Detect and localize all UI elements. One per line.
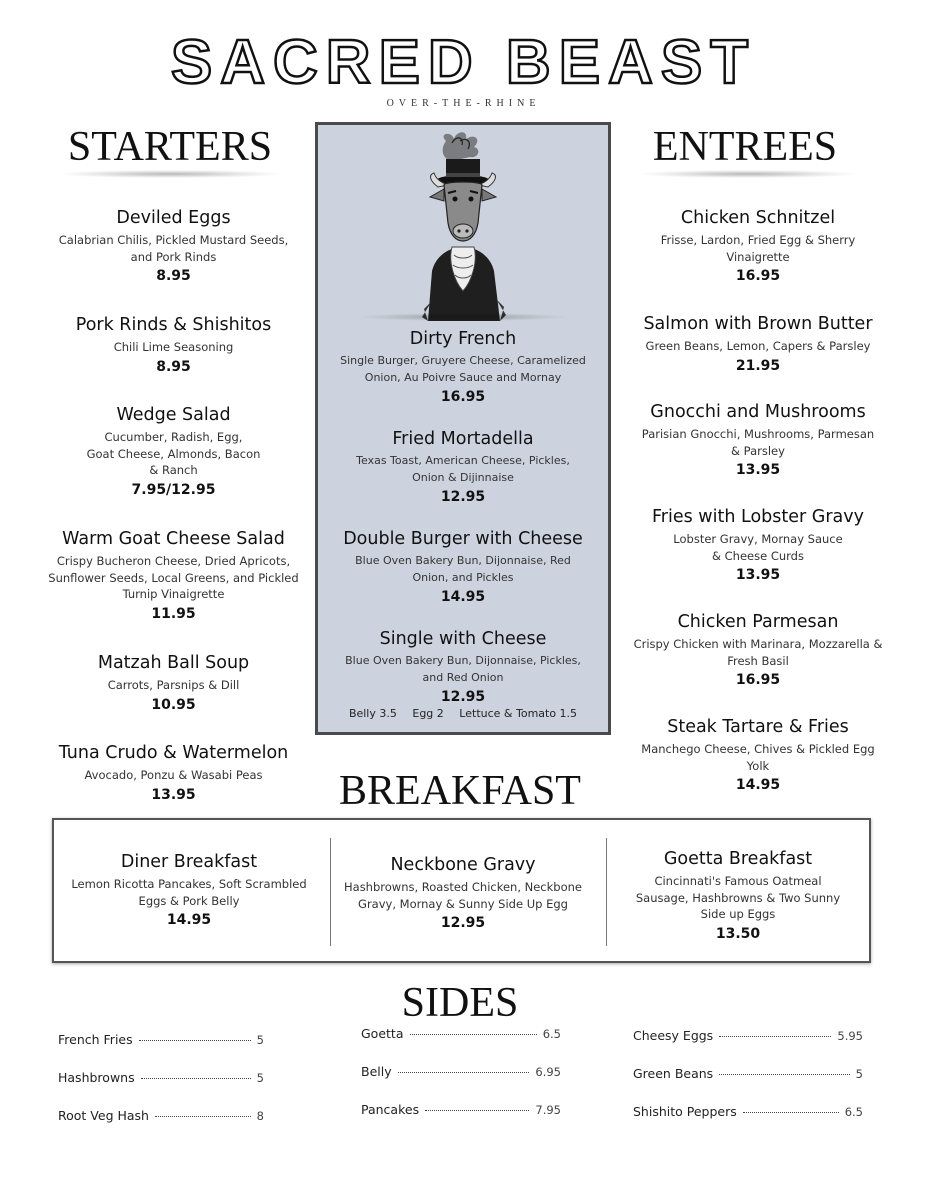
- item-price: 14.95: [735, 777, 781, 793]
- item-name: Gnocchi and Mushrooms: [650, 402, 866, 422]
- breakfast-panel: [52, 818, 871, 963]
- side-price: 5: [256, 1033, 264, 1047]
- side-price: 6.95: [535, 1065, 561, 1079]
- side-item: [633, 1066, 863, 1104]
- item-price: 16.95: [440, 389, 486, 405]
- item-price: 14.95: [440, 589, 486, 605]
- menu-item: [318, 528, 608, 606]
- item-description: Blue Oven Bakery Bun, Dijonnaise, Pickles, and Red Onion: [345, 654, 581, 684]
- item-price: 10.95: [151, 696, 196, 713]
- item-price: 13.95: [735, 567, 781, 583]
- breakfast-title: BREAKFAST: [339, 768, 581, 814]
- addons-line: [318, 707, 608, 720]
- menu-item: [40, 207, 307, 285]
- item-description: Texas Toast, American Cheese, Pickles, Onion & Dijinnaise: [356, 454, 570, 484]
- item-name: Tuna Crudo & Watermelon: [58, 743, 289, 763]
- side-price: 6.5: [542, 1027, 561, 1041]
- menu-item: [318, 328, 608, 406]
- menu-item: [628, 207, 888, 285]
- side-price: 5: [256, 1071, 264, 1085]
- item-description: Carrots, Parsnips & Dill: [107, 678, 240, 692]
- entrees-title: ENTREES: [652, 124, 838, 170]
- sides-title: SIDES: [401, 980, 519, 1026]
- addon-egg: Egg 2: [412, 707, 444, 720]
- side-item: [58, 1108, 264, 1146]
- item-description: Crispy Chicken with Marinara, Mozzarella & Fresh Basil: [633, 637, 883, 668]
- item-name: Deviled Eggs: [116, 208, 231, 228]
- side-name: Green Beans: [633, 1066, 714, 1081]
- item-name: Fried Mortadella: [392, 429, 534, 449]
- item-name: Double Burger with Cheese: [343, 529, 583, 549]
- menu-item: [40, 652, 307, 714]
- item-description: Cincinnati's Famous Oatmeal Sausage, Hashbrowns & Two Sunny Side up Eggs: [635, 874, 841, 921]
- item-name: Chicken Schnitzel: [680, 208, 836, 228]
- leader-dots: [155, 1116, 251, 1117]
- item-name: Matzah Ball Soup: [97, 653, 250, 673]
- brand-header: [0, 30, 927, 109]
- leader-dots: [398, 1072, 530, 1073]
- leader-dots: [719, 1074, 849, 1075]
- side-name: Pancakes: [361, 1102, 420, 1117]
- item-price: 13.50: [715, 925, 761, 942]
- menu-item: [618, 848, 858, 943]
- item-price: 11.95: [151, 605, 196, 622]
- item-name: Goetta Breakfast: [663, 849, 813, 869]
- item-description: Calabrian Chilis, Pickled Mustard Seeds, and Pork Rinds: [58, 233, 289, 264]
- menu-item: [40, 404, 307, 499]
- leader-dots: [743, 1112, 839, 1113]
- item-name: Warm Goat Cheese Salad: [62, 529, 285, 549]
- starters-title: STARTERS: [67, 124, 273, 170]
- item-description: Single Burger, Gruyere Cheese, Caramelized Onion, Au Poivre Sauce and Mornay: [340, 354, 586, 384]
- addon-lettuce-tomato: Lettuce & Tomato 1.5: [459, 707, 578, 720]
- item-name: Pork Rinds & Shishitos: [75, 315, 272, 335]
- side-name: Goetta: [361, 1026, 404, 1041]
- menu-item: [628, 611, 888, 689]
- menu-item: [40, 528, 307, 623]
- side-price: 6.5: [844, 1105, 863, 1119]
- menu-item: [40, 742, 307, 804]
- item-description: Manchego Cheese, Chives & Pickled Egg Yolk: [641, 742, 875, 773]
- menu-item: [318, 428, 608, 506]
- item-name: Wedge Salad: [116, 405, 231, 425]
- restaurant-subtitle: OVER-THE-RHINE: [386, 98, 541, 109]
- breakfast-divider: [606, 838, 607, 946]
- side-name: French Fries: [58, 1032, 133, 1047]
- side-item: [58, 1070, 264, 1108]
- menu-item: [628, 506, 888, 584]
- side-name: Root Veg Hash: [58, 1108, 149, 1123]
- item-price: 12.95: [440, 689, 486, 705]
- side-item: [361, 1102, 561, 1140]
- addon-belly: Belly 3.5: [348, 707, 397, 720]
- sides-column-2: [361, 1026, 561, 1140]
- illustration-shadow: [358, 313, 568, 321]
- item-description: Frisse, Lardon, Fried Egg & Sherry Vinaigrette: [660, 233, 856, 264]
- side-name: Belly: [361, 1064, 392, 1079]
- item-description: Hashbrowns, Roasted Chicken, Neckbone Gravy, Mornay & Sunny Side Up Egg: [344, 880, 582, 911]
- menu-item: [628, 716, 888, 794]
- item-name: Diner Breakfast: [120, 852, 258, 872]
- side-name: Shishito Peppers: [633, 1104, 737, 1119]
- item-price: 13.95: [151, 786, 196, 803]
- menu-item: [318, 628, 608, 706]
- item-price: 14.95: [166, 912, 212, 928]
- side-name: Hashbrowns: [58, 1070, 135, 1085]
- side-price: 5.95: [837, 1029, 863, 1043]
- menu-item: [628, 313, 888, 375]
- side-name: Cheesy Eggs: [633, 1028, 714, 1043]
- side-item: [633, 1028, 863, 1066]
- side-item: [361, 1026, 561, 1064]
- leader-dots: [719, 1036, 831, 1037]
- item-name: Chicken Parmesan: [677, 612, 839, 632]
- item-description: Green Beans, Lemon, Capers & Parsley: [645, 339, 871, 353]
- item-name: Dirty French: [409, 329, 517, 349]
- menu-item: [40, 314, 307, 376]
- item-description: Crispy Bucheron Cheese, Dried Apricots, Sunflower Seeds, Local Greens, and Pickled Turnip Vinaigrette: [48, 554, 299, 601]
- leader-dots: [141, 1078, 251, 1079]
- item-price: 8.95: [156, 268, 191, 284]
- item-name: Single with Cheese: [379, 629, 547, 649]
- leader-dots: [139, 1040, 251, 1041]
- item-price: 12.95: [440, 489, 486, 505]
- restaurant-name: SACRED BEAST: [170, 28, 757, 97]
- item-price: 8.95: [156, 358, 191, 375]
- burgers-panel: [315, 122, 611, 735]
- item-price: 21.95: [735, 357, 781, 374]
- leader-dots: [410, 1034, 537, 1035]
- item-price: 16.95: [735, 672, 781, 688]
- sides-column-1: [58, 1032, 264, 1146]
- item-price: 7.95/12.95: [131, 481, 216, 498]
- item-name: Salmon with Brown Butter: [643, 314, 873, 334]
- item-description: Avocado, Ponzu & Wasabi Peas: [84, 768, 263, 782]
- starters-divider: [60, 170, 280, 178]
- item-price: 12.95: [440, 915, 486, 931]
- item-price: 16.95: [735, 268, 781, 284]
- entrees-divider: [640, 170, 855, 178]
- item-description: Lobster Gravy, Mornay Sauce & Cheese Curds: [673, 532, 843, 563]
- bull-illustration: [408, 131, 518, 321]
- item-description: Chili Lime Seasoning: [113, 340, 234, 354]
- item-name: Neckbone Gravy: [390, 855, 536, 875]
- menu-item: [340, 854, 586, 932]
- side-item: [361, 1064, 561, 1102]
- menu-item: [628, 401, 888, 479]
- breakfast-divider: [330, 838, 331, 946]
- item-description: Blue Oven Bakery Bun, Dijonnaise, Red Onion, and Pickles: [355, 554, 571, 584]
- side-item: [58, 1032, 264, 1070]
- sides-column-3: [633, 1028, 863, 1142]
- menu-item: [66, 851, 312, 929]
- side-price: 5: [855, 1067, 863, 1081]
- item-description: Cucumber, Radish, Egg, Goat Cheese, Almonds, Bacon & Ranch: [86, 430, 261, 477]
- side-item: [633, 1104, 863, 1142]
- item-name: Steak Tartare & Fries: [667, 717, 849, 737]
- item-description: Lemon Ricotta Pancakes, Soft Scrambled Eggs & Pork Belly: [71, 877, 307, 908]
- side-price: 8: [256, 1109, 264, 1123]
- item-name: Fries with Lobster Gravy: [652, 507, 864, 527]
- side-price: 7.95: [535, 1103, 561, 1117]
- item-description: Parisian Gnocchi, Mushrooms, Parmesan & Parsley: [641, 427, 875, 458]
- item-price: 13.95: [735, 462, 781, 478]
- leader-dots: [425, 1110, 529, 1111]
